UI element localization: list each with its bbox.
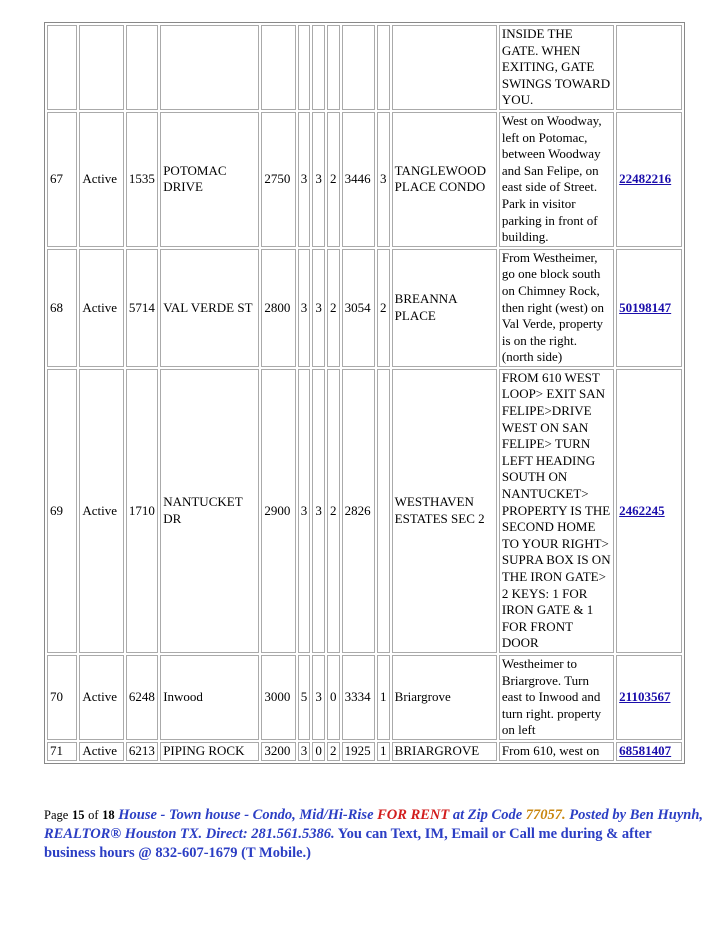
cell-status — [79, 25, 124, 110]
cell-sqft: 3446 — [342, 112, 375, 247]
contact-info: You can Text, IM, Email or Call me during & after business hours @ 832-607-1679 (T Mobile.) — [44, 826, 652, 861]
at-zip-label: at Zip Code — [452, 807, 523, 823]
cell-mls — [616, 112, 682, 247]
cell-sqft: 1925 — [342, 742, 375, 761]
cell-status: Active — [79, 655, 124, 740]
for-rent-label: FOR RENT — [377, 807, 450, 823]
cell-num: 71 — [47, 742, 77, 761]
cell-fbaths — [312, 25, 325, 110]
cell-subdivision: Briargrove — [392, 655, 497, 740]
cell-beds: 3 — [298, 742, 311, 761]
cell-status: Active — [79, 112, 124, 247]
table-row — [47, 742, 682, 761]
cell-hbaths: 0 — [327, 655, 340, 740]
cell-num: 70 — [47, 655, 77, 740]
cell-subdivision — [392, 25, 497, 110]
cell-street-no: 1535 — [126, 112, 158, 247]
cell-sqft: 2826 — [342, 369, 375, 653]
cell-fbaths: 3 — [312, 249, 325, 367]
cell-price — [261, 25, 295, 110]
cell-hbaths: 2 — [327, 742, 340, 761]
cell-hbaths: 2 — [327, 112, 340, 247]
cell-stories — [377, 25, 390, 110]
cell-directions: FROM 610 WEST LOOP> EXIT SAN FELIPE>DRIVE WEST ON SAN FELIPE> TURN LEFT HEADING SOUTH ON NANTUCKET> PROPERTY IS THE SECOND HOME TO YOUR RIGHT> SUPRA BOX IS ON THE IRON GATE> 2 KEYS: 1 FOR IRON GATE & 1 FOR FRONT DOOR — [499, 369, 614, 653]
cell-sqft: 3054 — [342, 249, 375, 367]
cell-price: 2900 — [261, 369, 295, 653]
page-total: 18 — [102, 808, 115, 822]
cell-directions: From 610, west on — [499, 742, 614, 761]
cell-subdivision: TANGLEWOOD PLACE CONDO — [392, 112, 497, 247]
cell-street: POTOMAC DRIVE — [160, 112, 259, 247]
cell-street-no: 6213 — [126, 742, 158, 761]
cell-price: 2800 — [261, 249, 295, 367]
cell-street-no: 5714 — [126, 249, 158, 367]
cell-status: Active — [79, 742, 124, 761]
cell-status: Active — [79, 369, 124, 653]
cell-hbaths: 2 — [327, 249, 340, 367]
mls-link[interactable]: 50198147 — [619, 299, 672, 315]
cell-sqft: 3334 — [342, 655, 375, 740]
of-word: of — [88, 808, 99, 822]
cell-beds: 3 — [298, 249, 311, 367]
cell-num: 68 — [47, 249, 77, 367]
cell-subdivision: BRIARGROVE — [392, 742, 497, 761]
cell-subdivision: WESTHAVEN ESTATES SEC 2 — [392, 369, 497, 653]
cell-hbaths: 2 — [327, 369, 340, 653]
cell-street: VAL VERDE ST — [160, 249, 259, 367]
cell-stories: 2 — [377, 249, 390, 367]
posted-by: Posted by Ben Huynh, REALTOR® Houston TX. Direct: 281.561.5386. — [44, 807, 704, 842]
cell-fbaths: 3 — [312, 655, 325, 740]
cell-num: 67 — [47, 112, 77, 247]
cell-street: PIPING ROCK — [160, 742, 259, 761]
cell-stories: 1 — [377, 742, 390, 761]
page-word: Page — [44, 808, 69, 822]
cell-status: Active — [79, 249, 124, 367]
cell-fbaths: 3 — [312, 369, 325, 653]
cell-price: 3000 — [261, 655, 295, 740]
cell-hbaths — [327, 25, 340, 110]
cell-fbaths: 3 — [312, 112, 325, 247]
cell-directions: West on Woodway, left on Potomac, between Woodway and San Felipe, on east side of Street. Park in visitor parking in front of building. — [499, 112, 614, 247]
cell-mls — [616, 25, 682, 110]
table-row — [47, 249, 682, 367]
cell-street: NANTUCKET DR — [160, 369, 259, 653]
cell-price: 3200 — [261, 742, 295, 761]
listings-table-container — [44, 22, 685, 764]
cell-street: Inwood — [160, 655, 259, 740]
table-row — [47, 369, 682, 653]
cell-price: 2750 — [261, 112, 295, 247]
mls-link[interactable]: 21103567 — [619, 689, 671, 705]
mls-link[interactable]: 2462245 — [619, 502, 665, 518]
cell-street-no — [126, 25, 158, 110]
page-number: 15 — [71, 808, 85, 822]
cell-directions: Westheimer to Briargrove. Turn east to Inwood and turn right. property on left — [499, 655, 614, 740]
cell-street — [160, 25, 259, 110]
cell-fbaths: 0 — [312, 742, 325, 761]
table-row — [47, 112, 682, 247]
cell-directions: INSIDE THE GATE. WHEN EXITING, GATE SWINGS TOWARD YOU. — [499, 25, 614, 110]
cell-mls — [616, 369, 682, 653]
cell-num — [47, 25, 77, 110]
cell-mls — [616, 742, 682, 761]
cell-sqft — [342, 25, 375, 110]
cell-street-no: 1710 — [126, 369, 158, 653]
cell-mls — [616, 249, 682, 367]
cell-directions: From Westheimer, go one block south on Chimney Rock, then right (west) on Val Verde, property is on the right. (north side) — [499, 249, 614, 367]
mls-link[interactable]: 68581407 — [619, 742, 672, 758]
footer-title: House - Town house - Condo, Mid/Hi-Rise — [118, 807, 374, 823]
table-row — [47, 25, 682, 110]
mls-link[interactable]: 22482216 — [619, 171, 672, 187]
cell-subdivision: BREANNA PLACE — [392, 249, 497, 367]
cell-stories: 1 — [377, 655, 390, 740]
cell-beds: 3 — [298, 112, 311, 247]
cell-stories: 3 — [377, 112, 390, 247]
cell-beds: 5 — [298, 655, 311, 740]
cell-num: 69 — [47, 369, 77, 653]
cell-stories — [377, 369, 390, 653]
zip-code: 77057. — [525, 807, 566, 823]
cell-street-no: 6248 — [126, 655, 158, 740]
listings-table — [44, 22, 685, 764]
cell-beds — [298, 25, 311, 110]
cell-beds: 3 — [298, 369, 311, 653]
table-row — [47, 655, 682, 740]
cell-mls — [616, 655, 682, 740]
page-footer — [44, 806, 704, 863]
